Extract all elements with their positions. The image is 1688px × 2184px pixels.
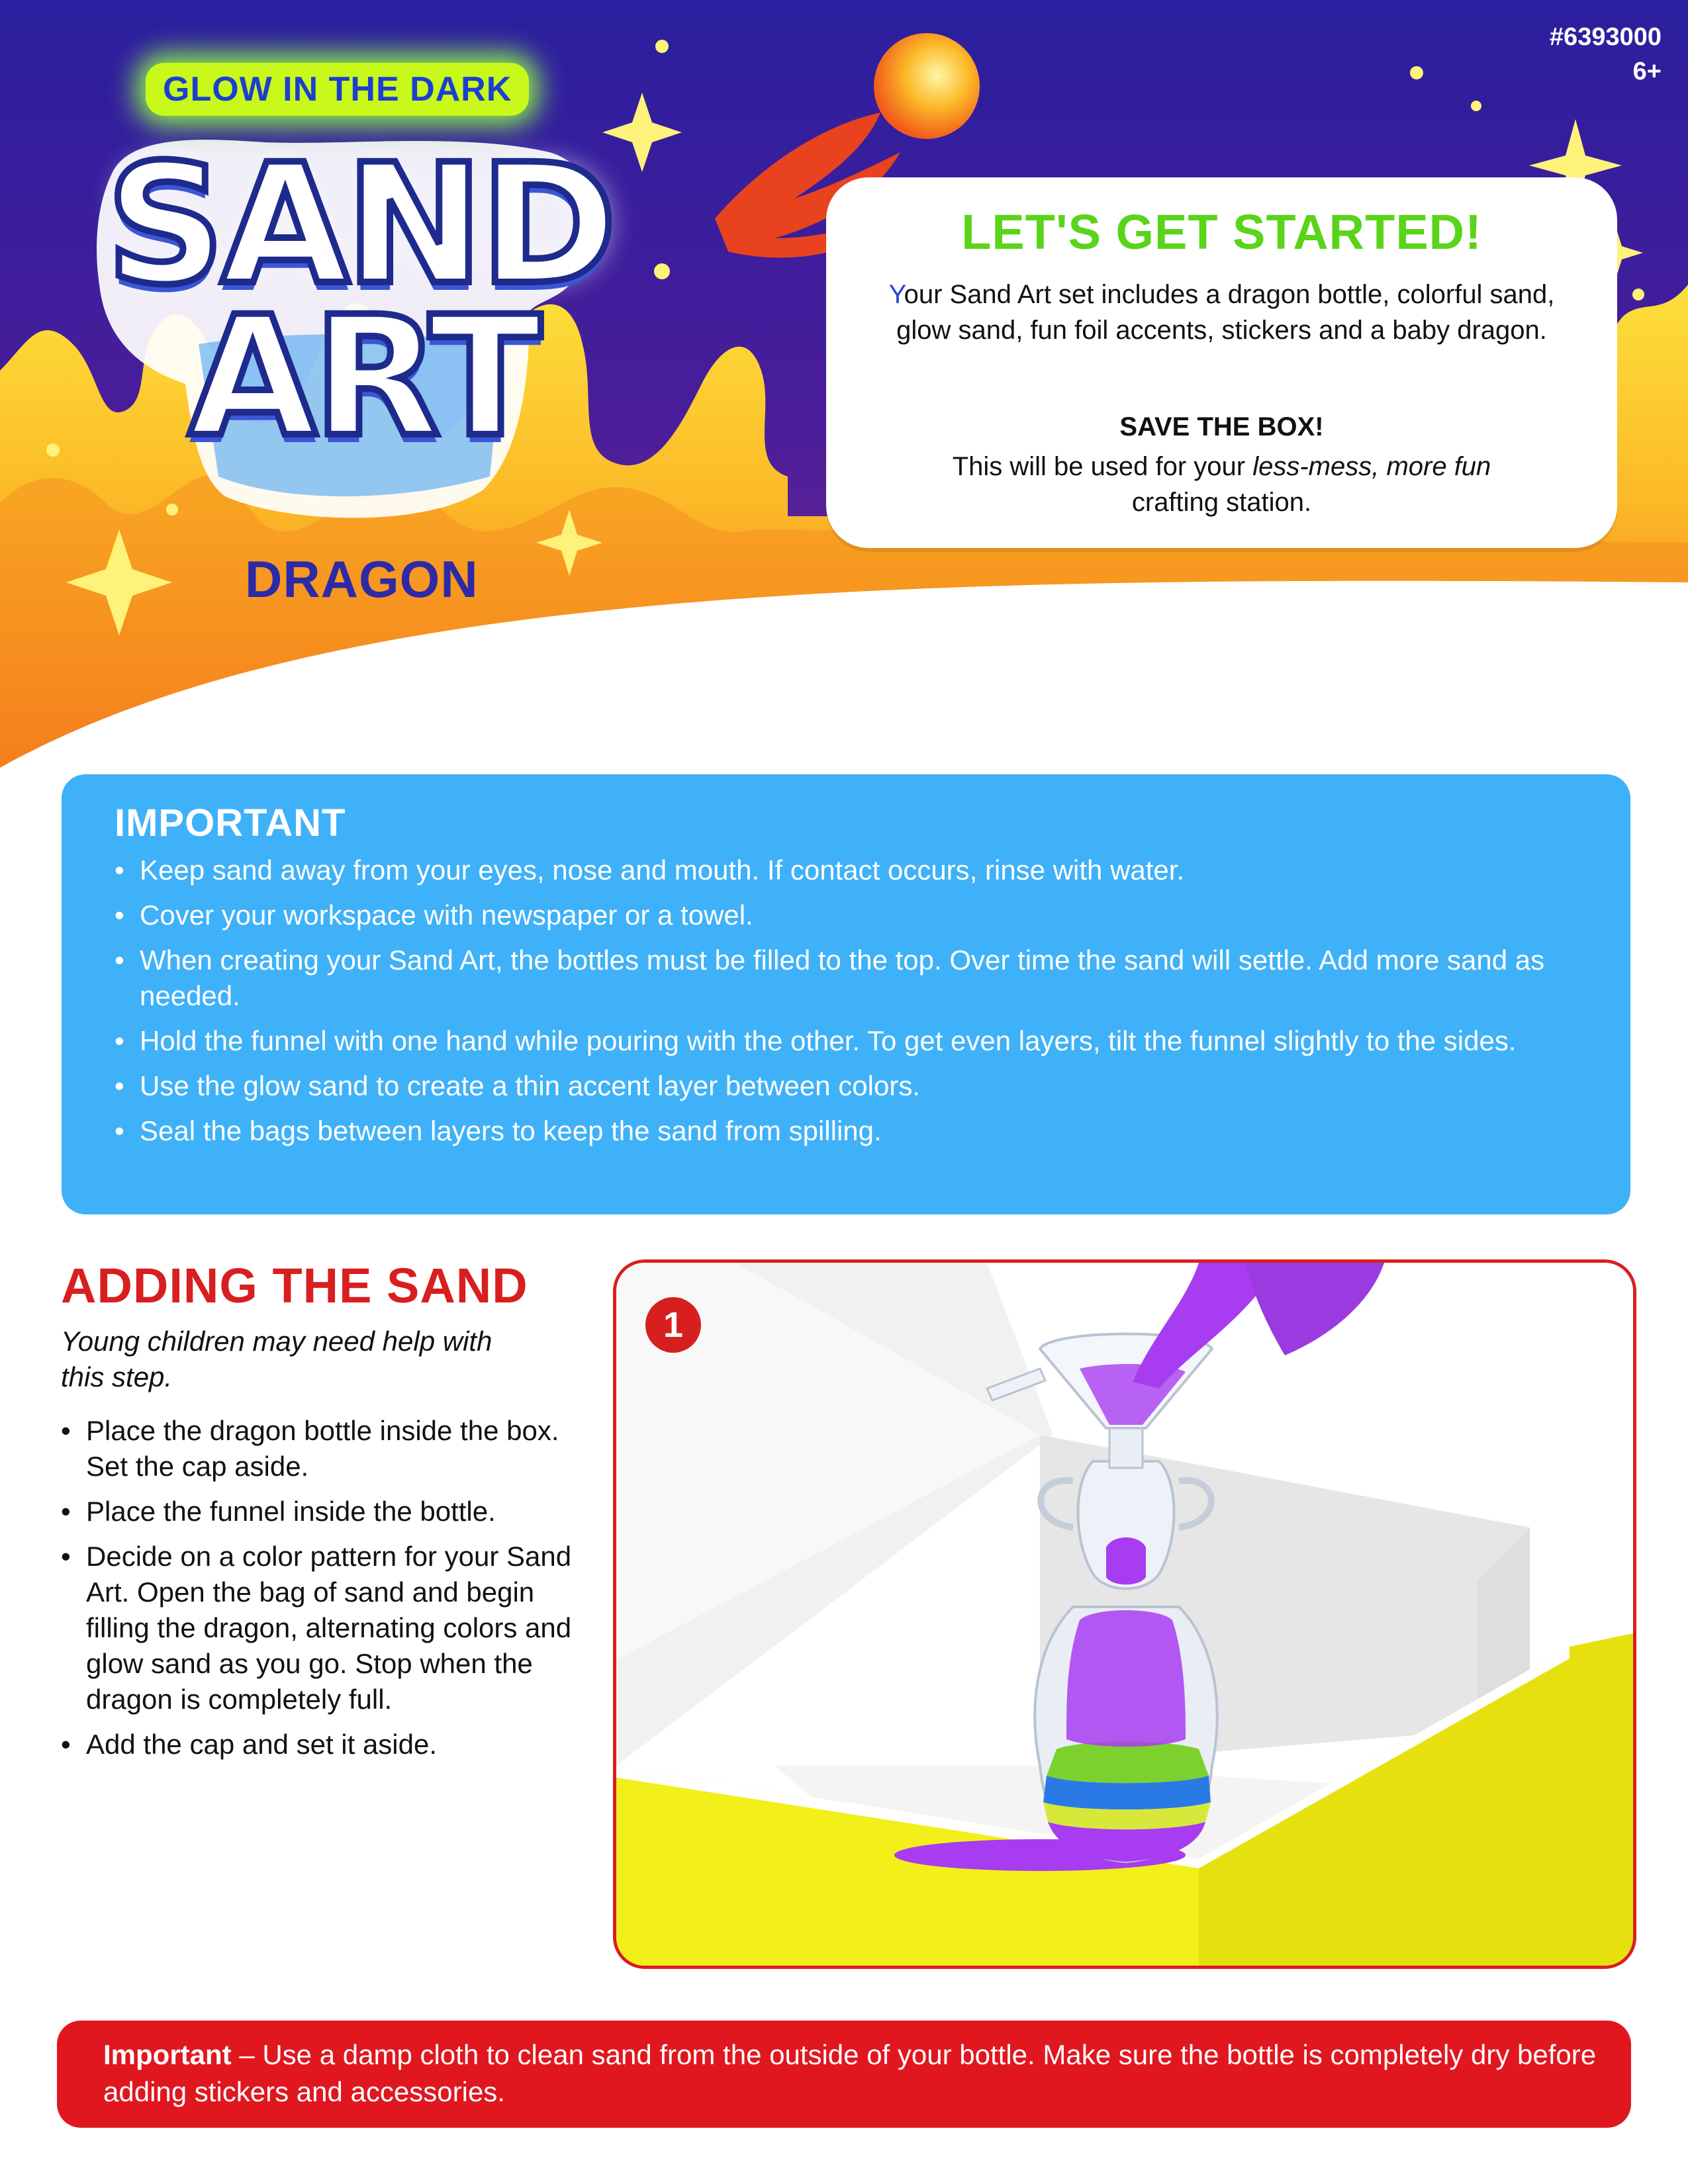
bottom-important-note: [57, 2021, 1631, 2128]
age-rating: 6+: [1632, 58, 1662, 85]
step-photo: [613, 1259, 1636, 1969]
intro-body: [866, 277, 1577, 348]
save-text-before: This will be used for your: [952, 452, 1253, 481]
intro-first-letter: Y: [888, 280, 904, 309]
important-list: [115, 852, 1591, 1158]
bottom-note-text: [103, 2036, 1599, 2111]
important-box: [62, 774, 1630, 1214]
sku-number: #6393000: [1549, 23, 1662, 51]
adding-sand-list: [61, 1413, 584, 1772]
step-item: • Add the cap and set it aside.: [61, 1727, 584, 1762]
important-item: • Seal the bags between layers to keep the sand from spilling.: [115, 1113, 1591, 1149]
save-text-after: crafting station.: [1131, 488, 1312, 517]
save-box-text: [906, 449, 1538, 520]
step-item: • Decide on a color pattern for your Sand Art. Open the bag of sand and begin filling the dragon, alternating colors and glow sand as you go. Stop when the dragon is completely full.: [61, 1539, 584, 1717]
logo-sand-text: SAND: [106, 128, 614, 321]
bottom-note-body: – Use a damp cloth to clean sand from the outside of your bottle. Make sure the bottle is completely dry before adding stickers and accessories.: [103, 2039, 1597, 2107]
important-title: IMPORTANT: [115, 801, 346, 844]
product-name: DRAGON: [245, 550, 479, 608]
intro-card: [826, 177, 1617, 548]
important-item: • When creating your Sand Art, the bottles must be filled to the top. Over time the sand will settle. Add more sand as needed.: [115, 942, 1591, 1014]
adding-sand-subtitle: Young children may need help with this step.: [61, 1326, 492, 1392]
important-item: • Use the glow sand to create a thin accent layer between colors.: [115, 1068, 1591, 1104]
important-item: • Cover your workspace with newspaper or a towel.: [115, 897, 1591, 933]
header-banner: [0, 0, 1688, 768]
intro-body-text: our Sand Art set includes a dragon bottle, colorful sand, glow sand, fun foil accents, stickers and a baby dragon.: [896, 280, 1555, 345]
important-item: • Hold the funnel with one hand while pouring with the other. To get even layers, tilt the funnel slightly to the sides.: [115, 1023, 1591, 1059]
step-item: • Place the dragon bottle inside the box. Set the cap aside.: [61, 1413, 584, 1484]
box-bottle-illustration: [616, 1263, 1633, 1966]
important-item: • Keep sand away from your eyes, nose and mouth. If contact occurs, rinse with water.: [115, 852, 1591, 888]
step-item: • Place the funnel inside the bottle.: [61, 1494, 584, 1529]
logo-art-text: ART: [189, 281, 538, 473]
glow-in-the-dark-badge: GLOW IN THE DARK: [146, 63, 529, 116]
intro-title: LET'S GET STARTED!: [961, 205, 1482, 259]
bottom-note-label: Important: [103, 2039, 232, 2070]
sku-label: [1550, 20, 1662, 89]
save-box-heading: SAVE THE BOX!: [1119, 412, 1324, 441]
adding-sand-title: ADDING THE SAND: [61, 1258, 528, 1313]
step-number-badge: 1: [645, 1297, 701, 1353]
save-text-italic: less-mess, more fun: [1252, 452, 1491, 481]
